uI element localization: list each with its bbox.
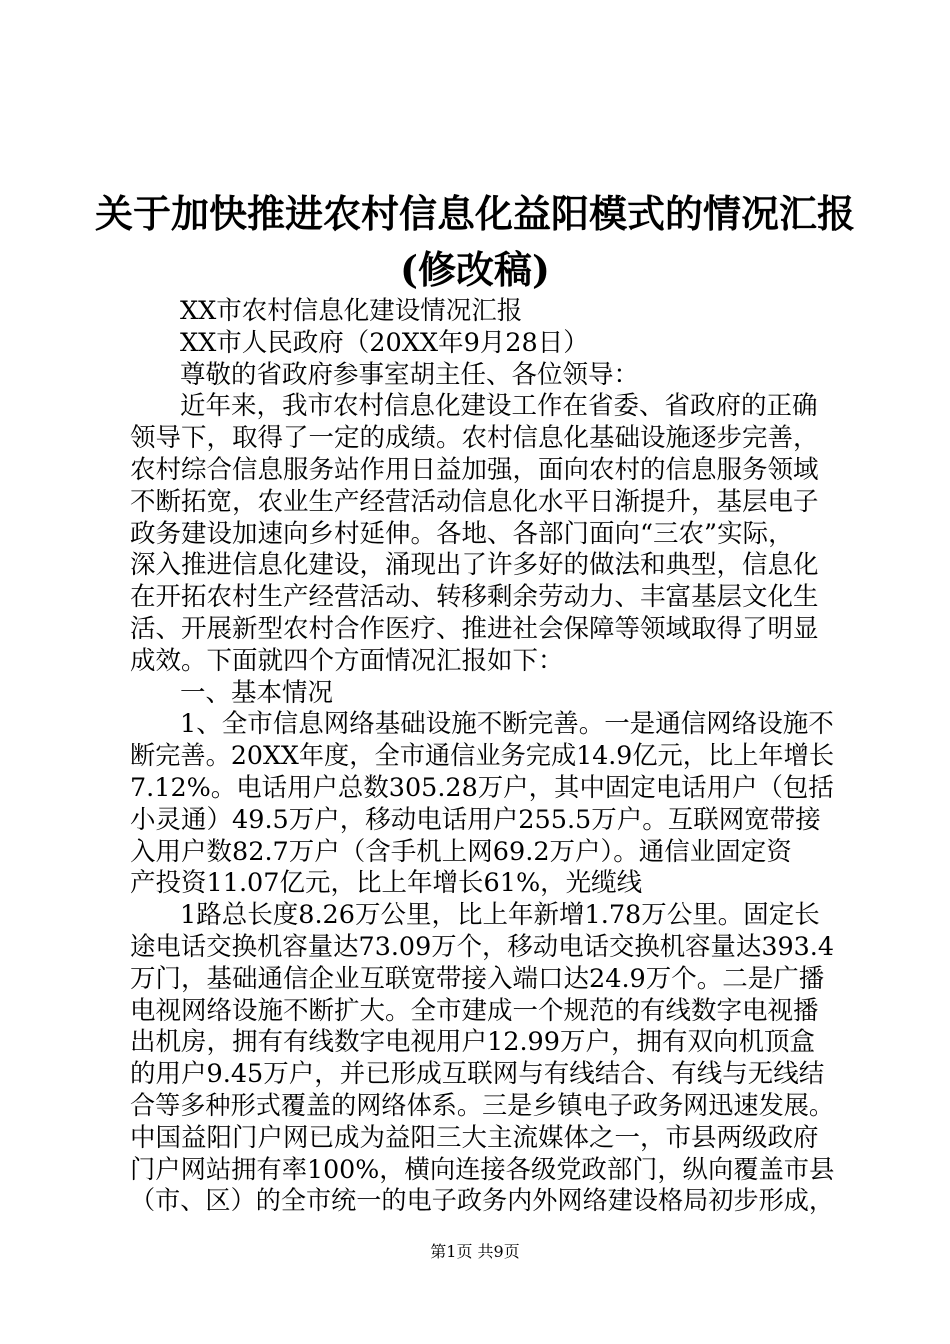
body-line: 中国益阳门户网已成为益阳三大主流媒体之一，市县两级政府 [130, 1122, 819, 1153]
document-body [130, 296, 834, 1218]
body-line: 合等多种形式覆盖的网络体系。三是乡镇电子政务网迅速发展。 [130, 1090, 835, 1121]
body-line: 产投资11.07亿元，比上年增长61%，光缆线 [130, 868, 643, 899]
body-line: 门户网站拥有率100%，横向连接各级党政部门，纵向覆盖市县 [130, 1154, 835, 1185]
body-line: 电视网络设施不断扩大。全市建成一个规范的有线数字电视播 [130, 995, 819, 1026]
body-line: 深入推进信息化建设，涌现出了许多好的做法和典型，信息化 [130, 550, 819, 581]
body-line: XX市农村信息化建设情况汇报 [180, 296, 523, 326]
body-line: 小灵通）49.5万户，移动电话用户255.5万户。互联网宽带接 [130, 804, 821, 835]
body-line: 途电话交换机容量达73.09万个，移动电话交换机容量达393.4 [130, 931, 835, 962]
document-title-line2: (修改稿) [400, 247, 550, 292]
body-line: 近年来，我市农村信息化建设工作在省委、省政府的正确 [180, 391, 818, 422]
body-line: 7.12%。电话用户总数305.28万户，其中固定电话用户（包括 [130, 772, 834, 803]
body-line: （市、区）的全市统一的电子政务内外网络建设格局初步形成， [130, 1186, 835, 1217]
body-line: 断完善。20XX年度，全市通信业务完成14.9亿元，比上年增长 [130, 741, 835, 772]
body-line: 一、基本情况 [180, 677, 334, 708]
document-title-line1: 关于加快推进农村信息化益阳模式的情况汇报 [94, 191, 855, 236]
body-line: 的用户9.45万户，并已形成互联网与有线结合、有线与无线结 [130, 1059, 825, 1090]
body-line: 不断拓宽，农业生产经营活动信息化水平日渐提升，基层电子 [130, 486, 819, 517]
page-footer: 第1页 共9页 [430, 1242, 520, 1261]
body-line: 领导下，取得了一定的成绩。农村信息化基础设施逐步完善， [130, 423, 819, 454]
body-line: 成效。下面就四个方面情况汇报如下： [130, 645, 564, 676]
body-line: 万门，基础通信企业互联宽带接入端口达24.9万个。二是广播 [130, 963, 825, 994]
body-line: 尊敬的省政府参事室胡主任、各位领导： [180, 359, 640, 390]
body-line: 1路总长度8.26万公里，比上年新增1.78万公里。固定长 [180, 900, 820, 931]
body-line: 农村综合信息服务站作用日益加强，面向农村的信息服务领域 [130, 454, 819, 485]
body-line: 出机房，拥有有线数字电视用户12.99万户，拥有双向机顶盒 [130, 1027, 816, 1058]
body-line: 1、全市信息网络基础设施不断完善。一是通信网络设施不 [180, 709, 834, 740]
body-line: 在开拓农村生产经营活动、转移剩余劳动力、丰富基层文化生 [130, 582, 819, 613]
body-line: 活、开展新型农村合作医疗、推进社会保障等领域取得了明显 [130, 613, 819, 644]
body-line: XX市人民政府（20XX年9月28日） [180, 327, 589, 358]
body-line: 入用户数82.7万户（含手机上网69.2万户）。通信业固定资 [130, 836, 792, 867]
body-line: 政务建设加速向乡村延伸。各地、各部门面向“三农”实际， [130, 518, 794, 549]
